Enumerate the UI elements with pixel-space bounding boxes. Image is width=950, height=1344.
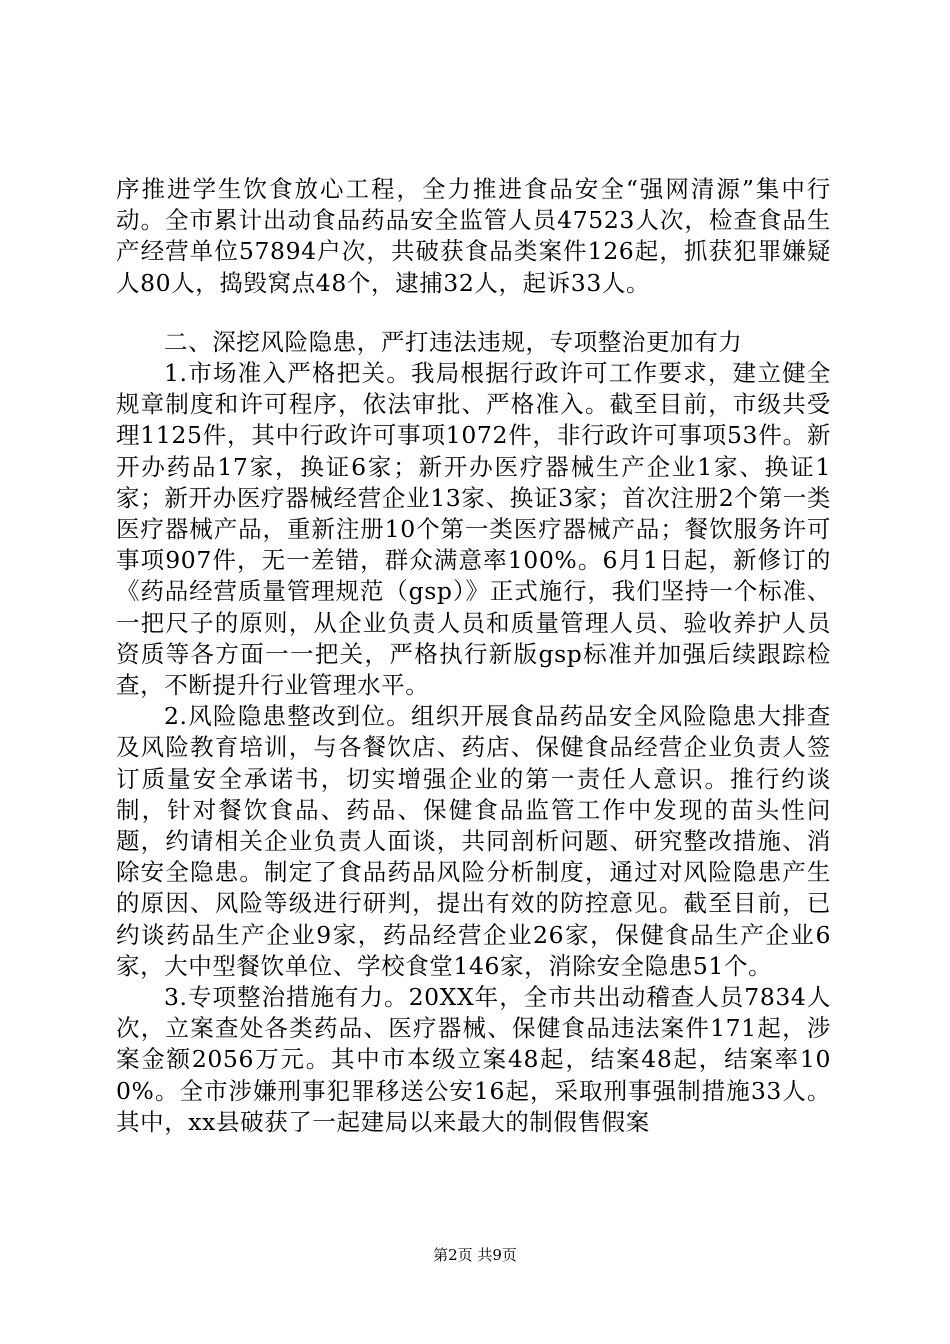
- section-heading: 二、深挖风险隐患，严打违法违规，专项整治更加有力: [164, 327, 743, 356]
- paragraph-continuation: 序推进学生饮食放心工程，全力推进食品安全“强网清源”集中行动。全市累计出动食品药品安全监管人员47523人次，检查食品生产经营单位57894户次，共破获食品类案件126起，抓获犯罪嫌疑人80人，捣毁窝点48个，逮捕32人，起诉33人。: [116, 175, 831, 297]
- paragraph-market-access: 1.市场准入严格把关。我局根据行政许可工作要求，建立健全规章制度和许可程序，依法审批、严格准入。截至目前，市级共受理1125件，其中行政许可事项1072件，非行政许可事项53件。新开办药品17家，换证6家；新开办医疗器械生产企业1家、换证1家；新开办医疗器械经营企业13家、换证3家；首次注册2个第一类医疗器械产品，重新注册10个第一类医疗器械产品；餐饮服务许可事项907件，无一差错，群众满意率100%。6月1日起，新修订的《药品经营质量管理规范（gsp）》正式施行，我们坚持一个标准、一把尺子的原则，从企业负责人员和质量管理人员、验收养护人员资质等各方面一一把关，严格执行新版gsp标准并加强后续跟踪检查，不断提升行业管理水平。: [116, 359, 831, 700]
- paragraph-risk-rectification: 2.风险隐患整改到位。组织开展食品药品安全风险隐患大排查及风险教育培训，与各餐饮店、药店、保健食品经营企业负责人签订质量安全承诺书，切实增强企业的第一责任人意识。推行约谈制，针对餐饮食品、药品、保健食品监管工作中发现的苗头性问题，约请相关企业负责人面谈，共同剖析问题、研究整改措施、消除安全隐患。制定了食品药品风险分析制度，通过对风险隐患产生的原因、风险等级进行研判，提出有效的防控意见。截至目前，已约谈药品生产企业9家，药品经营企业26家，保健食品生产企业6家，大中型餐饮单位、学校食堂146家，消除安全隐患51个。: [116, 702, 831, 980]
- paragraph-special-rectification: 3.专项整治措施有力。20XX年，全市共出动稽查人员7834人次，立案查处各类药品、医疗器械、保健食品违法案件171起，涉案金额2056万元。其中市本级立案48起，结案48起，结案率100%。全市涉嫌刑事犯罪移送公安16起，采取刑事强制措施33人。其中，xx县破获了一起建局以来最大的制假售假案: [116, 983, 831, 1136]
- paragraph-gap: [116, 299, 831, 327]
- page-footer: 第2页 共9页: [433, 1246, 517, 1264]
- document-body: [116, 174, 831, 1138]
